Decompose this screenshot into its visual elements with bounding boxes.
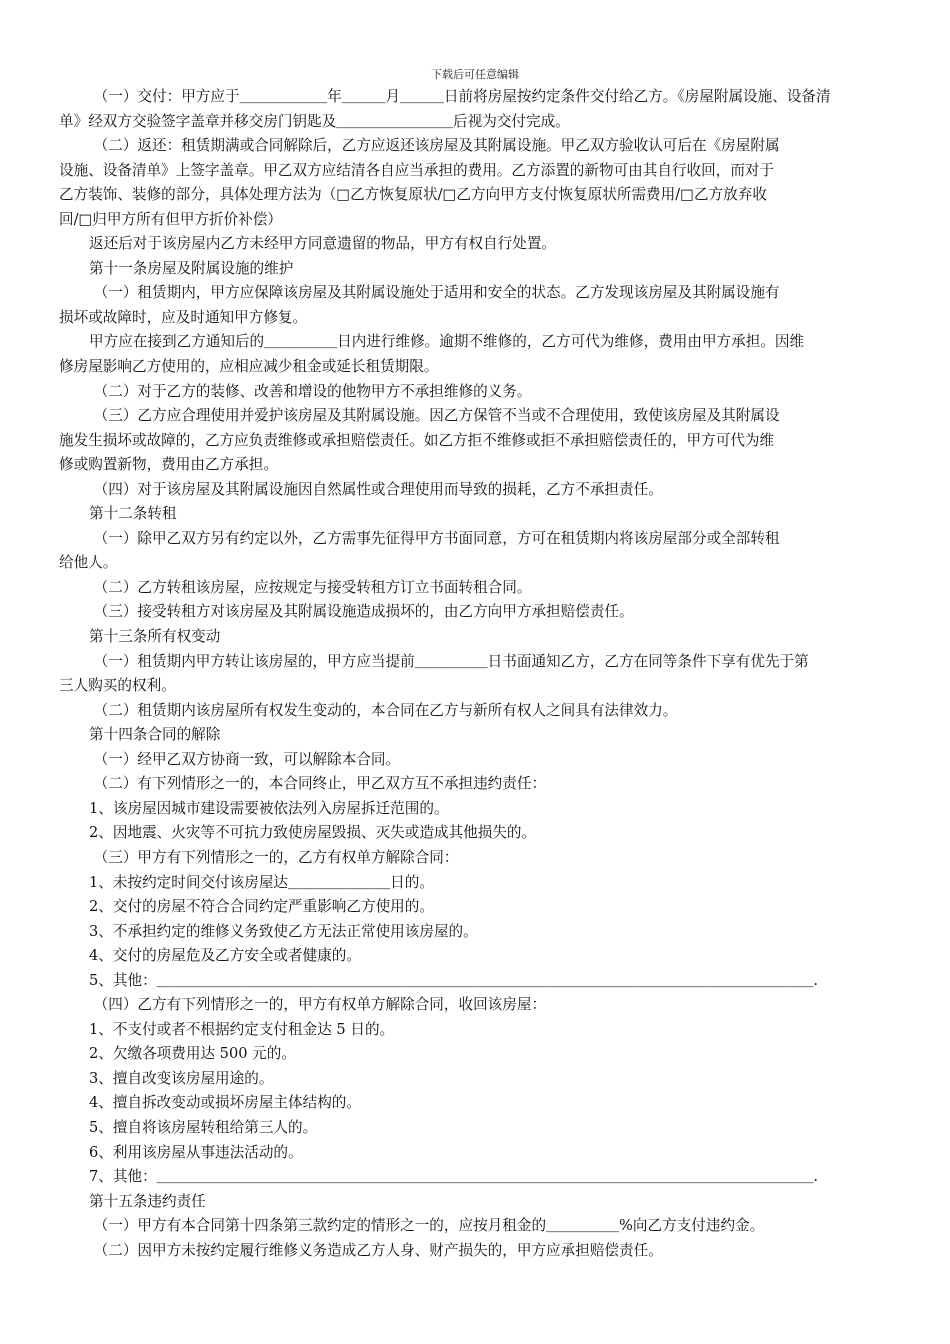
text-line: （二）因甲方未按约定履行维修义务造成乙方人身、财产损失的，甲方应承担赔偿责任。 [89,1241,663,1259]
text-line: 3、不承担约定的维修义务致使乙方无法正常使用该房屋的。 [89,922,478,940]
text-line: 2、交付的房屋不符合合同约定严重影响乙方使用的。 [89,898,434,916]
text-line: （一）除甲乙双方另有约定以外，乙方需事先征得甲方书面同意，方可在租赁期内将该房屋部分或全部转租 [89,529,780,547]
text-line: 6、利用该房屋从事违法活动的。 [89,1143,303,1161]
text-line: （一）甲方有本合同第十四条第三款约定的情形之一的，应按月租金的＿＿＿＿＿%向乙方支付违约金。 [89,1217,765,1235]
text-line: 5、擅自将该房屋转租给第三人的。 [89,1118,318,1136]
text-line: 3、擅自改变该房屋用途的。 [89,1069,274,1087]
text-line: 返还后对于该房屋内乙方未经甲方同意遗留的物品，甲方有权自行处置。 [89,235,557,253]
text-line: 修房屋影响乙方使用的，应相应减少租金或延长租赁期限。 [59,358,439,376]
text-line: 损坏或故障时，应及时通知甲方修复。 [59,308,308,326]
text-line: 单》经双方交验签字盖章并移交房门钥匙及＿＿＿＿＿＿＿＿后视为交付完成。 [59,112,570,130]
text-line: 乙方装饰、装修的部分，具体处理方法为（□乙方恢复原状/□乙方向甲方支付恢复原状所需费用/□乙方放弃收 [59,186,767,204]
text-line: 第十三条所有权变动 [89,628,221,646]
text-line: （一）经甲乙双方协商一致，可以解除本合同。 [89,750,401,768]
text-line: 5、其他：＿＿＿＿＿＿＿＿＿＿＿＿＿＿＿＿＿＿＿＿＿＿＿＿＿＿＿＿＿＿＿＿＿＿＿＿＿＿＿＿＿＿＿＿＿. [89,971,819,989]
text-line: （一）交付：甲方应于＿＿＿＿＿＿年＿＿＿月＿＿＿日前将房屋按约定条件交付给乙方。《房屋附属设施、设备清 [89,88,831,105]
text-line: 回/□归甲方所有但甲方折价补偿） [59,210,283,228]
text-line: （三）甲方有下列情形之一的，乙方有权单方解除合同： [89,848,459,866]
text-line: 1、未按约定时间交付该房屋达＿＿＿＿＿＿＿日的。 [89,873,434,891]
text-line: （二）返还：租赁期满或合同解除后，乙方应返还该房屋及其附属设施。甲乙双方验收认可后在《房屋附属 [89,137,780,155]
document-body [59,85,880,1263]
text-line: 设施、设备清单》上签字盖章。甲乙双方应结清各自应当承担的费用。乙方添置的新物可由其自行收回，而对于 [59,161,775,179]
text-line: 1、不支付或者不根据约定支付租金达 5 日的。 [89,1020,395,1038]
text-line: 2、欠缴各项费用达 500 元的。 [89,1045,296,1063]
text-line: 4、擅自拆改变动或损坏房屋主体结构的。 [89,1094,361,1112]
text-line: 2、因地震、火灾等不可抗力致使房屋毁损、灭失或造成其他损失的。 [89,824,537,842]
text-line: 修或购置新物，费用由乙方承担。 [59,456,278,474]
text-line: 第十一条房屋及附属设施的维护 [89,259,294,277]
text-line: 给他人。 [59,554,118,572]
text-line: 施发生损坏或故障的，乙方应负责维修或承担赔偿责任。如乙方拒不维修或拒不承担赔偿责任的，甲方可代为维 [59,431,775,449]
text-line: 4、交付的房屋危及乙方安全或者健康的。 [89,947,361,965]
text-line: （二）有下列情形之一的，本合同终止，甲乙双方互不承担违约责任： [89,775,547,793]
text-line: 甲方应在接到乙方通知后的＿＿＿＿＿日内进行维修。逾期不维修的，乙方可代为维修，费用由甲方承担。因维 [89,333,805,351]
text-line: 第十四条合同的解除 [89,726,221,744]
text-line: （二）乙方转租该房屋，应按规定与接受转租方订立书面转租合同。 [89,578,532,596]
text-line: （二）租赁期内该房屋所有权发生变动的，本合同在乙方与新所有权人之间具有法律效力。 [89,701,678,719]
page-header: 下载后可任意编辑 [431,68,519,81]
text-line: （一）租赁期内甲方转让该房屋的，甲方应当提前＿＿＿＿＿日书面通知乙方，乙方在同等条件下享有优先于第 [89,652,809,670]
text-line: （三）接受转租方对该房屋及其附属设施造成损坏的，由乙方向甲方承担赔偿责任。 [89,603,634,621]
text-line: （一）租赁期内，甲方应保障该房屋及其附属设施处于适用和安全的状态。乙方发现该房屋及其附属设施有 [89,284,780,302]
text-line: 1、该房屋因城市建设需要被依法列入房屋拆迁范围的。 [89,799,449,817]
text-line: （四）对于该房屋及其附属设施因自然属性或合理使用而导致的损耗，乙方不承担责任。 [89,480,663,498]
text-line: 第十二条转租 [89,505,177,523]
text-line: 第十五条违约责任 [89,1192,206,1210]
text-line: （二）对于乙方的装修、改善和增设的他物甲方不承担维修的义务。 [89,382,532,400]
text-line: 7、其他：＿＿＿＿＿＿＿＿＿＿＿＿＿＿＿＿＿＿＿＿＿＿＿＿＿＿＿＿＿＿＿＿＿＿＿＿＿＿＿＿＿＿＿＿＿. [89,1168,819,1186]
text-line: （三）乙方应合理使用并爱护该房屋及其附属设施。因乙方保管不当或不合理使用，致使该房屋及其附属设 [89,407,780,425]
text-line: 三人购买的权利。 [59,677,176,695]
text-line: （四）乙方有下列情形之一的，甲方有权单方解除合同，收回该房屋： [89,996,547,1014]
